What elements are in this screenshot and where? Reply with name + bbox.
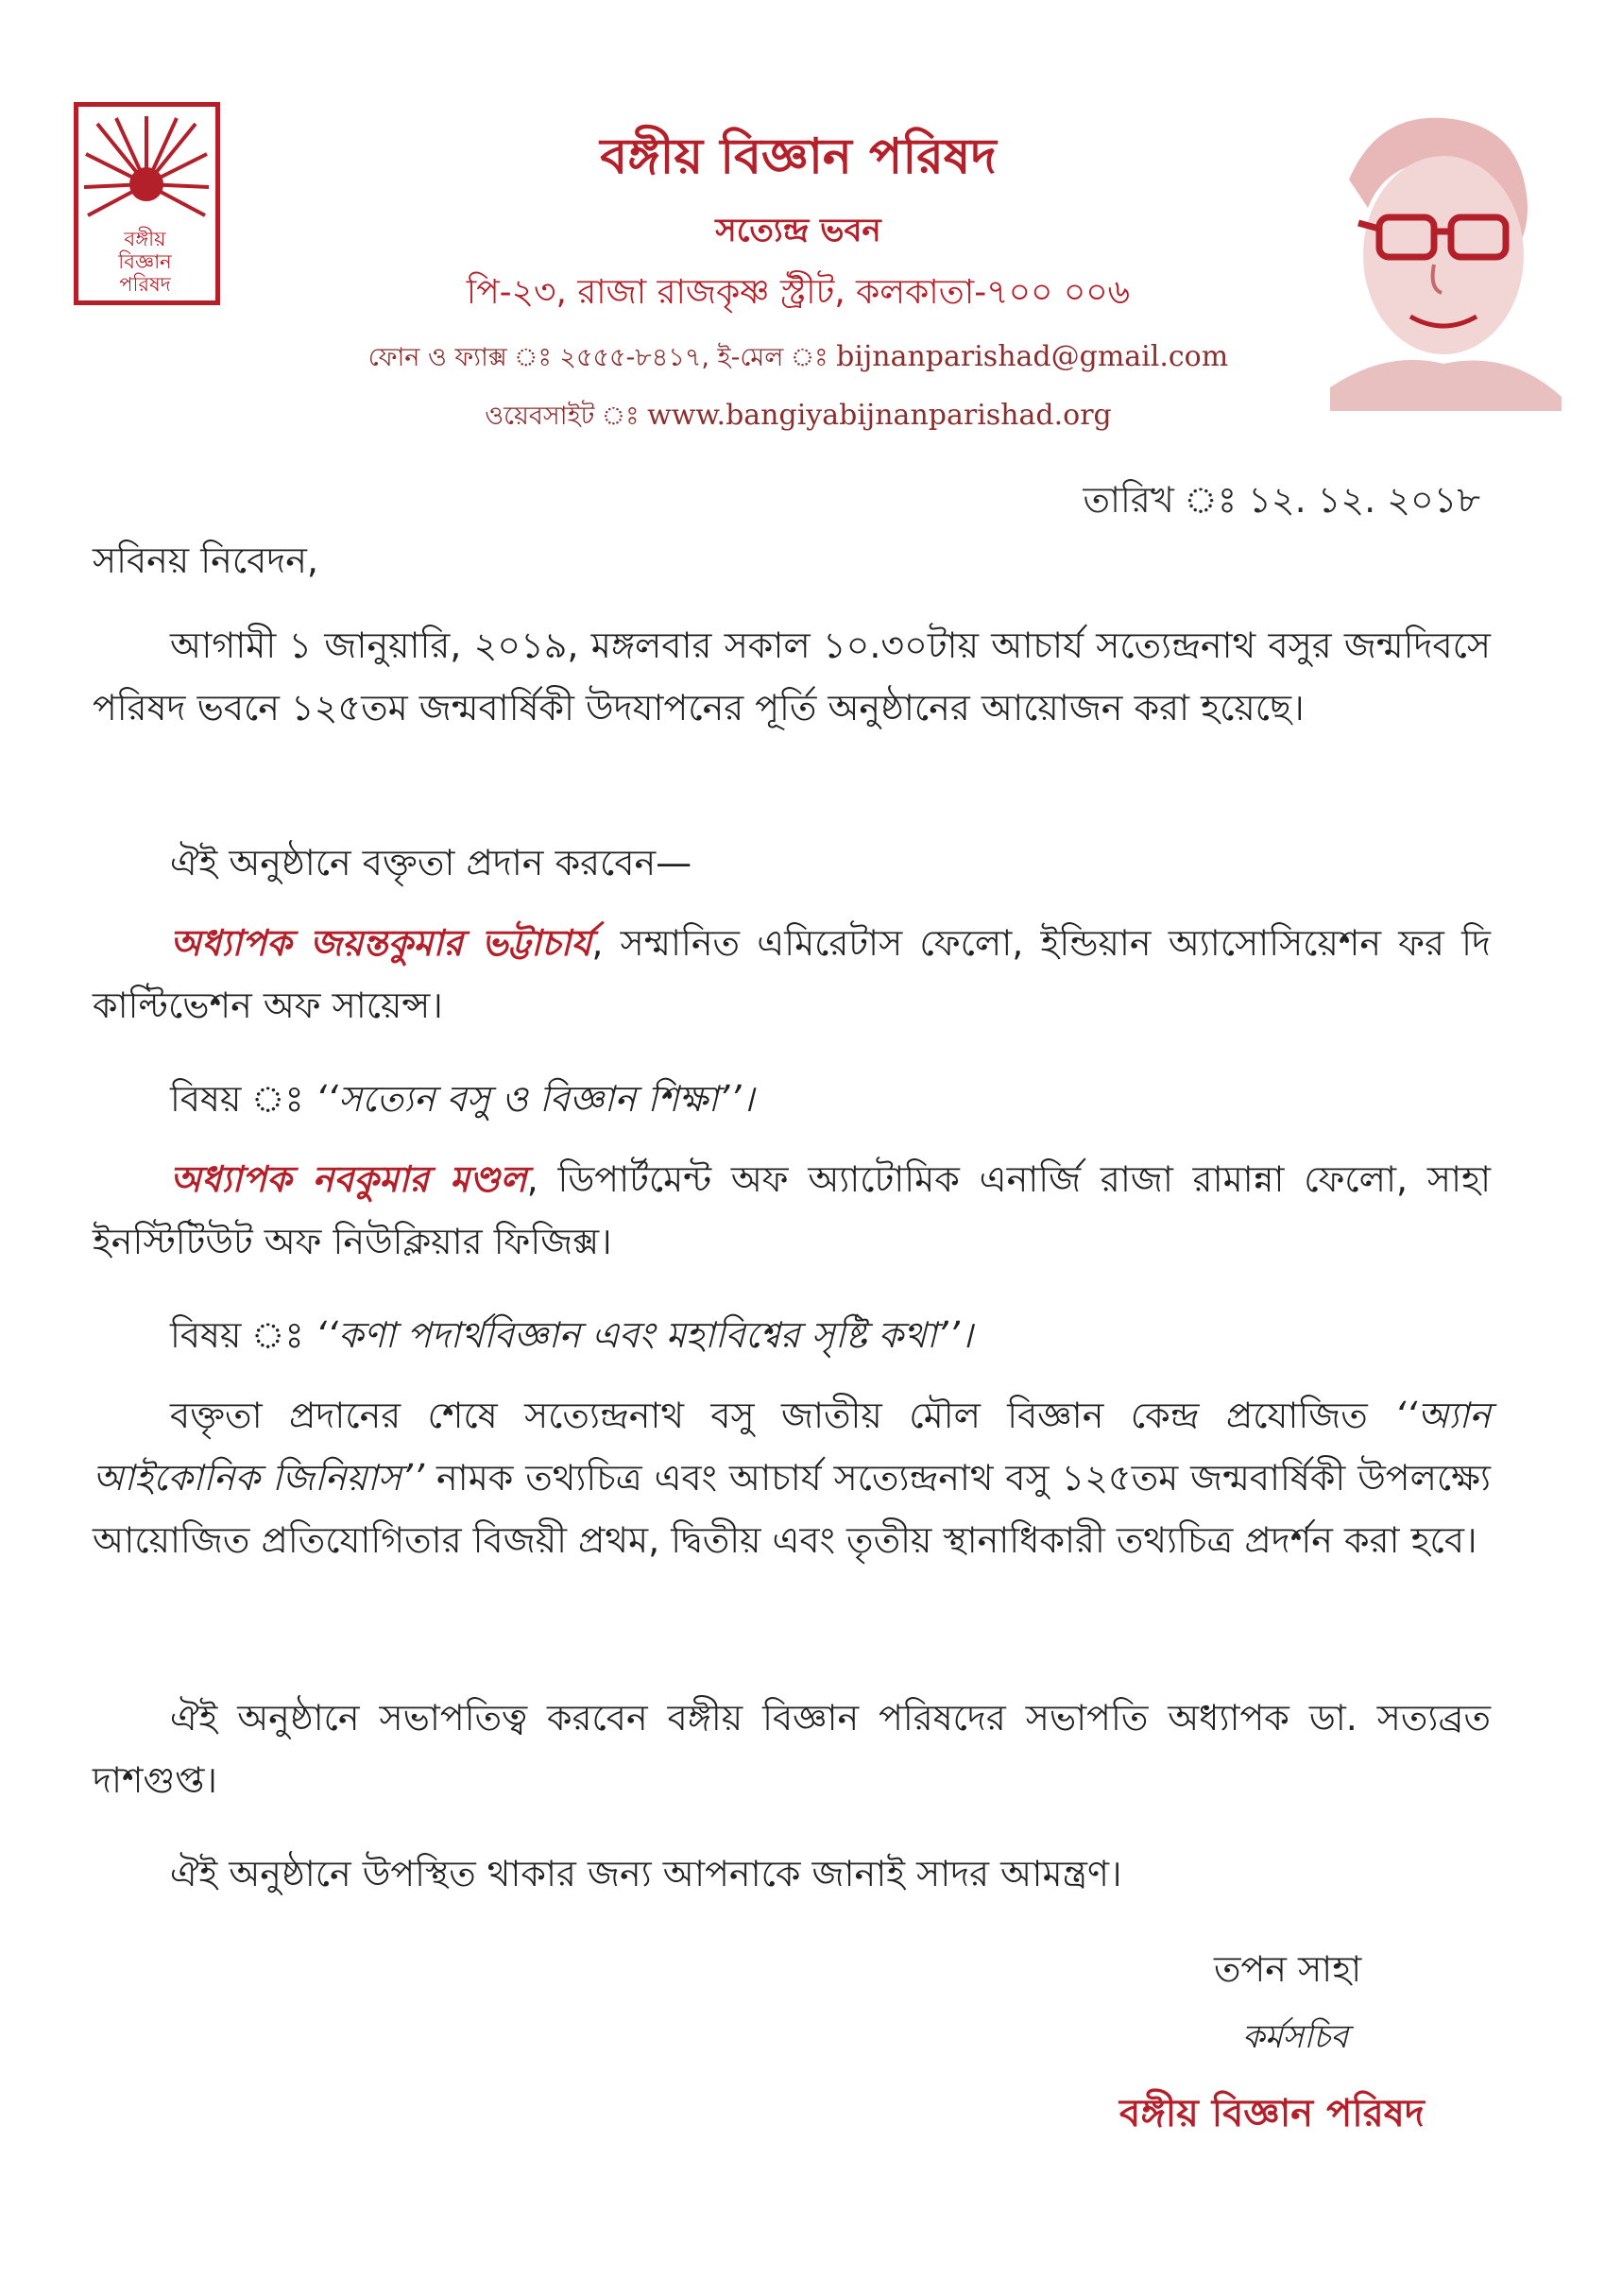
website-label: ওয়েবসাইট ঃ — [485, 402, 640, 431]
portrait-image — [1292, 104, 1566, 411]
speaker-1-topic — [93, 1068, 1491, 1130]
email-link[interactable]: bijnanparishad@gmail.com — [836, 340, 1229, 373]
paragraph-1: আগামী ১ জানুয়ারি, ২০১৯, মঙ্গলবার সকাল ১০.৩০টায় আচার্য সত্যেন্দ্রনাথ বসুর জন্মদিবসে পরিষদ ভবনে ১২৫তম জন্মবার্ষিকী উদযাপনের পূর্তি অনুষ্ঠানের আয়োজন করা হয়েছে। — [93, 625, 1491, 728]
contact-line — [312, 338, 1285, 381]
speaker-2 — [93, 1148, 1491, 1273]
building-name: সত্যেন্দ্র ভবন — [715, 212, 881, 249]
logo-line-3: পরিষদ — [119, 273, 171, 296]
signatory-org: বঙ্গীয় বিজ্ঞান পরিষদ — [1119, 2092, 1425, 2135]
org-title: বঙ্গীয় বিজ্ঞান পরিষদ — [600, 129, 997, 185]
salutation: সবিনয় নিবেদন, — [93, 540, 318, 581]
speaker-2-topic — [93, 1304, 1491, 1366]
speaker-1-desc: , সম্মানিত এমিরেটাস ফেলো, ইন্ডিয়ান অ্যাসোসিয়েশন ফর দি কাল্টিভেশন অফ সায়েন্স। — [93, 922, 1491, 1026]
address: পি-২৩, রাজা রাজকৃষ্ণ স্ট্রীট, কলকাতা-৭০০ ০০৬ — [466, 273, 1131, 312]
speaker-1-topic-label: বিষয় ঃ — [170, 1078, 304, 1120]
paragraph-3 — [93, 1384, 1491, 1571]
film-title: ‘‘অ্যান আইকোনিক জিনিয়াস’’ — [93, 1395, 1491, 1499]
paragraph-4: ঐই অনুষ্ঠানে সভাপতিত্ব করবেন বঙ্গীয় বিজ্ঞান পরিষদের সভাপতি অধ্যাপক ডা. সত্যব্রত দাশগুপ্ত। — [93, 1697, 1491, 1801]
signatory-name: তপন সাহা — [1214, 1948, 1362, 1990]
speaker-1-name: অধ্যাপক জয়ন্তকুমার ভট্টাচার্য — [170, 922, 592, 964]
signatory-role: কর্মসচিব — [1242, 2018, 1349, 2056]
speaker-2-desc: , ডিপার্টমেন্ট অফ অ্যাটোমিক এনার্জি রাজা রামান্না ফেলো, সাহা ইনস্টিটিউট অফ নিউক্লিয়ার ফিজিক্স। — [93, 1158, 1491, 1262]
website-line — [312, 397, 1285, 439]
paragraph-2: ঐই অনুষ্ঠানে বক্তৃতা প্রদান করবেন— — [170, 842, 692, 883]
paragraph-5: ঐই অনুষ্ঠানে উপস্থিত থাকার জন্য আপনাকে জানাই সাদর আমন্ত্রণ। — [170, 1853, 1122, 1894]
paragraph-3-a: বক্তৃতা প্রদানের শেষে সত্যেন্দ্রনাথ বসু জাতীয় মৌল বিজ্ঞান কেন্দ্র প্রযোজিত — [170, 1395, 1368, 1436]
website-link[interactable]: www.bangiyabijnanparishad.org — [647, 399, 1112, 432]
logo-text — [95, 228, 195, 296]
speaker-1 — [93, 912, 1491, 1037]
speaker-1-topic-text: ‘‘সত্যেন বসু ও বিজ্ঞান শিক্ষা’’। — [315, 1078, 755, 1120]
logo-line-2: বিজ্ঞান — [118, 250, 172, 273]
paragraph-3-b: নামক তথ্যচিত্র এবং আচার্য সত্যেন্দ্রনাথ বসু ১২৫তম জন্মবার্ষিকী উপলক্ষ্যে আয়োজিত প্রতিযোগিতার বিজয়ী প্রথম, দ্বিতীয় এবং তৃতীয় স্থানাধিকারী তথ্যচিত্র প্রদর্শন করা হবে। — [93, 1457, 1491, 1561]
logo-line-1: বঙ্গীয় — [124, 228, 166, 250]
speaker-2-topic-label: বিষয় ঃ — [170, 1314, 304, 1356]
contact-label: ফোন ও ফ্যাক্স ঃ ২৫৫৫-৮৪১৭, ই-মেল ঃ — [367, 343, 828, 372]
parishad-logo — [74, 102, 220, 305]
letter-date: তারিখ ঃ ১২. ১২. ২০১৮ — [1083, 479, 1480, 521]
speaker-2-topic-text: ‘‘কণা পদার্থবিজ্ঞান এবং মহাবিশ্বের সৃষ্টি কথা’’। — [315, 1314, 973, 1356]
speaker-2-name: অধ্যাপক নবকুমার মণ্ডল — [170, 1158, 527, 1200]
